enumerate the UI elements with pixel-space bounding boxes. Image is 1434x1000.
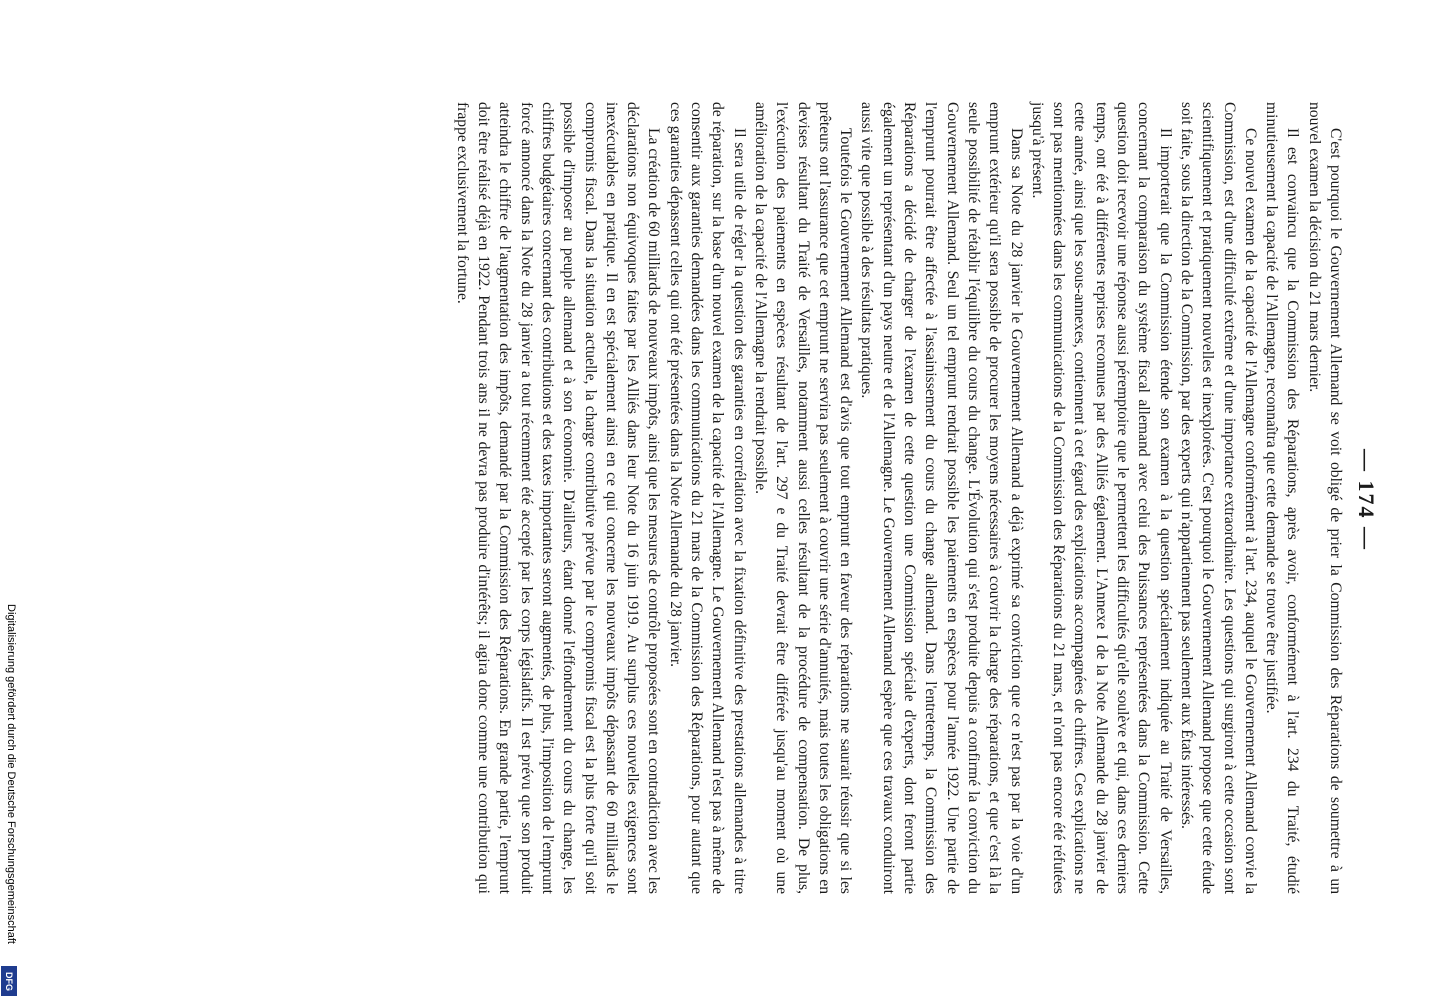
paragraph: La création de 60 milliards de nouveaux impôts, ainsi que les mesures de contrôle proposées sont en contradiction avec les déclarations non équivoques faites par les Alliés dans leur Note du 16 juin 1919. Au surplus ces nouvelles exigences sont inexécutables en pratique. Il en est spécialement ainsi en ce qui concerne les nouveaux impôts dépassant de 60 milliards le compromis fiscal. Dans la situation actuelle, la charge contributive prévue par le compromis fiscal est la plus forte qu'il soit possible d'imposer au peuple allemand et à son économie. D'ailleurs, étant donné l'effondrement du cours du change, les chiffres budgétaires concernant des contributions et des taxes importantes seront augmentés, de plus, l'imposition de l'emprunt forcé annoncé dans la Note du 28 janvier a tout récemment été accepté par les corps législatifs. Il est prévu que son produit atteindra le chiffre de l'augmentation des impôts, demandé par la Commission des Réparations. En grande partie, l'emprunt doit être réalisé déjà en 1922. Pendant trois ans il ne devra pas produire d'intérêts; il agira donc comme une contribution qui frappe exclusivement la fortune. — [453, 102, 663, 894]
paragraph: C'est pourquoi le Gouvernement Allemand se voit obligé de prier la Commission des Réparations de soumettre à un nouvel examen la décision du 21 mars dernier. — [1305, 102, 1344, 894]
paragraph: Ce nouvel examen de la capacité de l'Allemagne conformément à l'art. 234, auquel le Gouvernement Allemand convie la Commission, est d'une difficulté extrême et d'une importance extraordinaire. Les questions qui surgiront à cette occasion sont scientifiquement et pratiquement nouvelles et inexplorées. C'est pourquoi le Gouvernement Allemand propose que cette étude soit faite, sous la direction de la Commission, par des experts qui n'appartiennent pas seulement aux États intéressés. — [1177, 102, 1259, 894]
paragraph: Il est convaincu que la Commission des Réparations, après avoir, conformément à l'art. 234 du Traité, étudié minutieusement la capacité de l'Allemagne, reconnaîtra que cette demande se trouve être justifiée. — [1263, 102, 1302, 894]
paragraph: Dans sa Note du 28 janvier le Gouvernement Allemand a déjà exprimé sa conviction que ce n'est pas par la voie d'un emprunt extérieur qu'il sera possible de procurer les moyens nécessaires à couvrir la charge des réparations, et que c'est là la seule possibilité de rétablir l'équilibre du cours du change. L'Évolution qui s'est produite depuis a confirmé la conviction du Gouvernement Allemand. Seul un tel emprunt rendrait possible les paiements en espèces pour l'année 1922. Une partie de l'emprunt pourrait être affectée à l'assainissement du cours du change allemand. Dans l'entretemps, la Commission des Réparations a décidé de charger de l'examen de cette question une Commission spéciale d'experts, dont feront partie également un représentant d'un pays neutre et de l'Allemagne. Le Gouvernement Allemand espère que ces travaux conduiront aussi vite que possible à des résultats pratiques. — [858, 102, 1025, 894]
paragraph: Toutefois le Gouvernement Allemand est d'avis que tout emprunt en faveur des réparations ne saurait réussir que si les prêteurs ont l'assurance que cet emprunt ne servira pas seulement à couvrir une série d'annuités, mais toutes les obligations en devises résultant du Traité de Versailles, notamment aussi celles résultant de la procédure de compensation. De plus, l'exécution des paiements en espèces résultant de l'art. 297 e du Traité devrait être différée jusqu'au moment où une amélioration de la capacité de l'Allemagne la rendrait possible. — [751, 102, 855, 894]
paragraph: Il importerait que la Commission étende son examen à la question spécialement indiquée au Traité de Versailles, concernant la comparaison du système fiscal allemand avec celui des Puissances représentées dans la Commission. Cette question doit recevoir une réponse aussi péremptoire que le permettent les difficultés qu'elle soulève et qui, dans ces derniers temps, ont été à différentes reprises reconnues par des Alliés également. L'Annexe I de la Note Allemande du 28 janvier de cette année, ainsi que les sous-annexes, contiennent à cet égard des explications accompagnées de chiffres. Ces explications ne sont pas mentionnées dans les communications de la Commission des Réparations du 21 mars, et n'ont pas encore été réfutées jusqu'à présent. — [1028, 102, 1174, 894]
digitization-credit: Digitalisierung gefördert durch die Deutsche Forschungsgemeinschaft — [5, 604, 17, 944]
dfg-logo: DFG — [1, 966, 17, 996]
paragraph: Il sera utile de régler la question des garanties en corrélation avec la fixation définitive des prestations allemandes à titre de réparation, sur la base d'un nouvel examen de la capacité de l'Allemagne. Le Gouvernement Allemand n'est pas à même de consentir aux garanties demandées dans les communications du 21 mars de la Commission des Réparations, pour autant que ces garanties dépassent celles qui ont été présentées dans la Note Allemande du 28 janvier. — [666, 102, 748, 894]
body-text — [452, 102, 1346, 894]
page-number: — 174 — — [1354, 449, 1379, 551]
